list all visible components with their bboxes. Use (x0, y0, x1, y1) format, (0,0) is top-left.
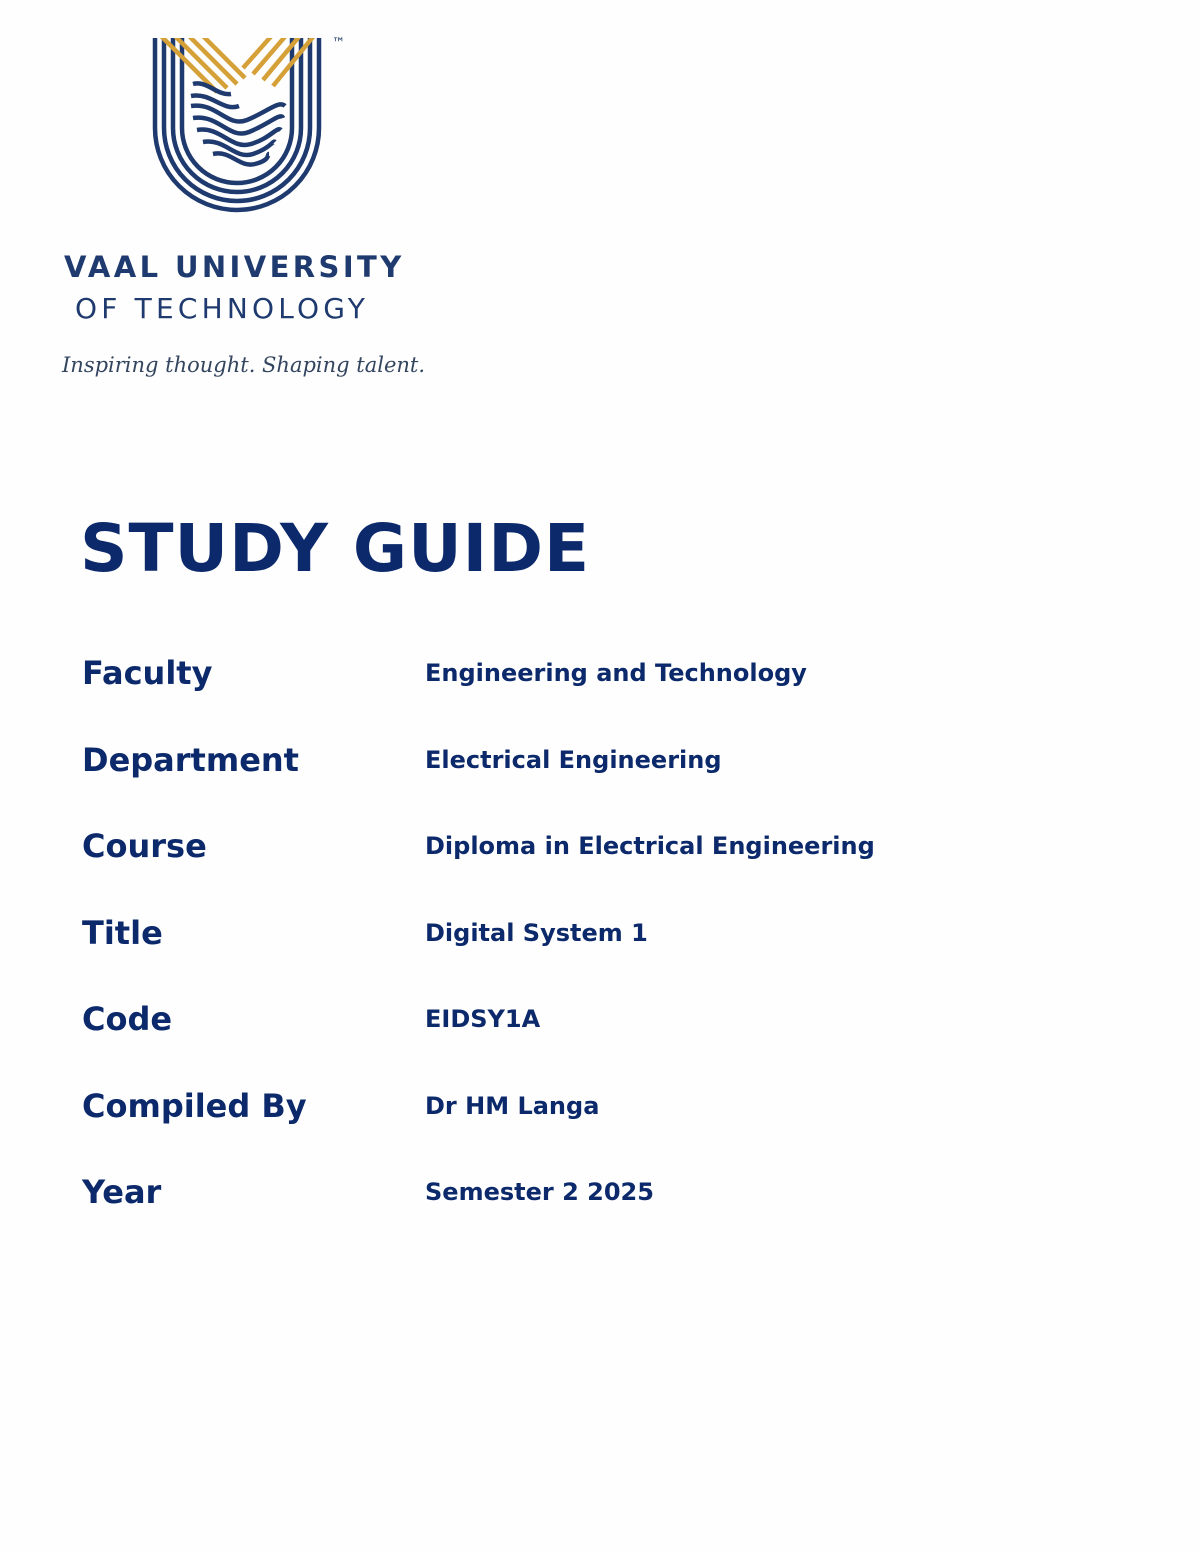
field-label: Title (82, 913, 163, 952)
university-logo (62, 36, 426, 386)
university-tagline: Inspiring thought. Shaping talent. (62, 353, 426, 377)
trademark-symbol: ™ (332, 36, 345, 51)
field-label: Department (82, 740, 299, 779)
info-row-title (82, 908, 982, 995)
info-row-course (82, 821, 982, 908)
field-label: Code (82, 1000, 173, 1038)
university-name-line2: OF TECHNOLOGY (75, 292, 370, 325)
info-row-year (82, 1167, 982, 1254)
field-value: Diploma in Electrical Engineering (425, 832, 875, 860)
field-value: Electrical Engineering (425, 745, 722, 774)
document-title: STUDY GUIDE (80, 510, 591, 587)
field-value: Semester 2 2025 (425, 1178, 654, 1206)
field-label: Year (82, 1173, 162, 1211)
course-info-table (82, 648, 982, 1254)
field-value: Digital System 1 (425, 918, 648, 947)
field-value: Dr HM Langa (425, 1091, 600, 1120)
university-name-line1: VAAL UNIVERSITY (64, 250, 405, 284)
field-label: Compiled By (82, 1086, 307, 1125)
info-row-department (82, 735, 982, 822)
field-label: Faculty (82, 654, 213, 692)
field-label: Course (82, 827, 207, 865)
university-emblem-icon (147, 36, 327, 214)
field-value: EIDSY1A (425, 1005, 541, 1033)
info-row-faculty (82, 648, 982, 735)
info-row-compiled-by (82, 1081, 982, 1168)
field-value: Engineering and Technology (425, 659, 807, 687)
info-row-code (82, 994, 982, 1081)
